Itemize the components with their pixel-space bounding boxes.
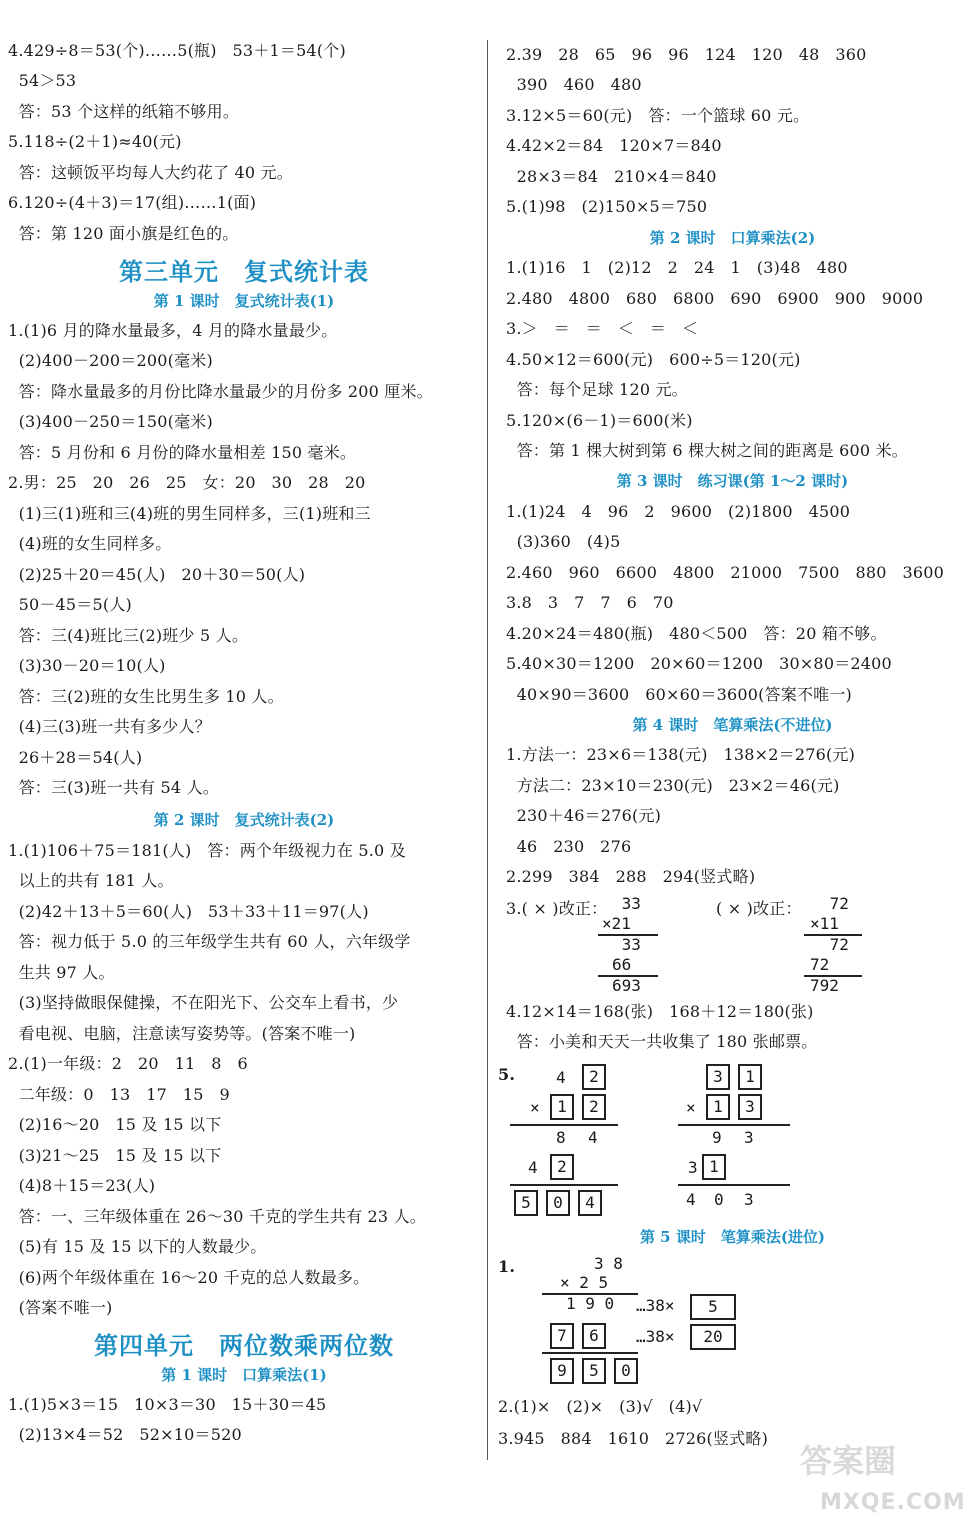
answer-line: 二年级：0 13 17 15 9 <box>8 1085 230 1104</box>
answer-line: 2.(1)一年级：2 20 11 8 6 <box>8 1054 248 1073</box>
answer-line: (4)三(3)班一共有多少人？ <box>8 717 211 736</box>
digit-box: 1 <box>550 1094 574 1120</box>
answer-line: (2)13×4＝52 52×10＝520 <box>8 1425 242 1444</box>
answer-line: 5.(1)98 (2)150×5＝750 <box>506 197 708 216</box>
answer-line: 54＞53 <box>8 71 77 90</box>
calc-rule <box>678 1124 790 1126</box>
answer-line: (2)42＋13＋5＝60(人) 53＋33＋11＝97(人) <box>8 902 369 921</box>
answer-line: (3)400－250＝150(毫米) <box>8 412 213 431</box>
lesson-title: 第 2 课时 复式统计表(2) <box>153 811 335 829</box>
lesson-title: 第 5 课时 笔算乘法(进位) <box>639 1228 826 1246</box>
lesson-title: 第 1 课时 复式统计表(1) <box>153 292 335 310</box>
unit-title: 第四单元 两位数乘两位数 <box>94 1331 394 1360</box>
answer-line: 2.299 384 288 294(竖式略) <box>506 867 756 886</box>
times-sign: × <box>686 1098 696 1117</box>
answer-line: (2)16～20 15 及 15 以下 <box>8 1115 222 1134</box>
answer-line: 5.120×(6－1)＝600(米) <box>506 411 693 430</box>
calc-a-mul: ×21 <box>602 914 631 933</box>
answer-line: (3)坚持做眼保健操，不在阳光下、公交车上看书，少 <box>8 993 399 1012</box>
answer-line: 4.42×2＝84 120×7＝840 <box>506 136 722 155</box>
answer-line: 40×90＝3600 60×60＝3600(答案不唯一) <box>506 685 853 704</box>
digit: 9 <box>712 1128 722 1147</box>
calc-b-p1: 72 <box>820 935 849 954</box>
digit-box: 2 <box>582 1064 606 1090</box>
digit: 8 <box>556 1128 566 1147</box>
digit-box: 2 <box>582 1094 606 1120</box>
q3-label-a: 3.( × )改正： <box>506 899 608 918</box>
calc-mul: × 2 5 <box>560 1273 609 1292</box>
digit-box: 20 <box>690 1324 736 1350</box>
q1-label: 1. <box>498 1257 516 1276</box>
answer-line: 28×3＝84 210×4＝840 <box>506 167 717 186</box>
answer-line: 5.118÷(2＋1)≈40(元) <box>8 132 182 151</box>
calc-b-res: 792 <box>810 976 839 995</box>
answer-line: 2.480 4800 680 6800 690 6900 900 9000 <box>506 289 924 308</box>
answer-line: 230＋46＝276(元) <box>506 806 662 825</box>
digit-box: 9 <box>550 1358 574 1384</box>
answer-line: 2.460 960 6600 4800 21000 7500 880 3600 <box>506 563 945 582</box>
lesson-title: 第 3 课时 练习课(第 1～2 课时) <box>616 472 849 490</box>
digit: 4 <box>588 1128 598 1147</box>
digit-box: 5 <box>690 1294 736 1320</box>
answer-line: 生共 97 人。 <box>8 963 115 982</box>
digit: 4 <box>528 1158 538 1177</box>
answer-line: 答：三(4)班比三(2)班少 5 人。 <box>8 626 249 645</box>
answer-line: 答：每个足球 120 元。 <box>506 380 688 399</box>
answer-line: 4.50×12＝600(元) 600÷5＝120(元) <box>506 350 801 369</box>
calc-p1: 1 9 0 <box>566 1294 615 1313</box>
digit-box: 5 <box>514 1190 538 1216</box>
answer-line: 50－45＝5(人) <box>8 595 132 614</box>
digit-box: 1 <box>738 1064 762 1090</box>
digit-box: 5 <box>582 1358 606 1384</box>
unit-title: 第三单元 复式统计表 <box>119 257 369 286</box>
lesson-title: 第 2 课时 口算乘法(2) <box>649 229 816 247</box>
digit: 4 <box>556 1068 566 1087</box>
answer-line: (2)25＋20＝45(人) 20＋30＝50(人) <box>8 565 306 584</box>
answer-line: 1.(1)106＋75＝181(人) 答：两个年级视力在 5.0 及 <box>8 841 406 860</box>
digit-box: 1 <box>706 1094 730 1120</box>
watermark-url: MXQE.COM <box>820 1490 966 1515</box>
answer-line: 答：小美和天天一共收集了 180 张邮票。 <box>506 1032 818 1051</box>
answer-line: 3.8 3 7 7 6 70 <box>506 593 674 612</box>
calc-note: …38× <box>636 1296 675 1315</box>
answer-line: (3)30－20＝10(人) <box>8 656 166 675</box>
digit-box: 0 <box>546 1190 570 1216</box>
answer-line: 2.(1)× (2)× (3)√ (4)√ <box>498 1397 703 1416</box>
calc-a-res: 693 <box>612 976 641 995</box>
digit-box: 3 <box>738 1094 762 1120</box>
calc-note: …38× <box>636 1327 675 1346</box>
digit: 3 <box>688 1158 698 1177</box>
answer-line: (4)班的女生同样多。 <box>8 534 172 553</box>
answer-line: 答：5 月份和 6 月份的降水量相差 150 毫米。 <box>8 443 357 462</box>
answer-line: 4.429÷8＝53(个)……5(瓶) 53＋1＝54(个) <box>8 41 346 60</box>
answer-line: 答：第 120 面小旗是红色的。 <box>8 224 239 243</box>
times-sign: × <box>530 1098 540 1117</box>
answer-line: 6.120÷(4＋3)＝17(组)……1(面) <box>8 193 257 212</box>
digit: 3 <box>744 1190 754 1209</box>
calc-rule <box>678 1184 790 1186</box>
digit-box: 1 <box>702 1154 726 1180</box>
answer-line: 1.(1)6 月的降水量最多，4 月的降水量最少。 <box>8 321 338 340</box>
calc-a-top: 33 <box>612 894 641 913</box>
answer-line: (答案不唯一) <box>8 1298 113 1317</box>
digit-box: 3 <box>706 1064 730 1090</box>
answer-line: 以上的共有 181 人。 <box>8 871 174 890</box>
lesson-title: 第 1 课时 口算乘法(1) <box>161 1366 327 1384</box>
answer-line: 4.20×24＝480(瓶) 480＜500 答：20 箱不够。 <box>506 624 887 643</box>
digit-box: 0 <box>614 1358 638 1384</box>
answer-line: 390 460 480 <box>506 75 642 94</box>
watermark-logo: 答案圈 <box>800 1442 897 1480</box>
answer-line: (1)三(1)班和三(4)班的男生同样多，三(1)班和三 <box>8 504 371 523</box>
lesson-title: 第 4 课时 笔算乘法(不进位) <box>632 716 833 734</box>
answer-line: 答：第 1 棵大树到第 6 棵大树之间的距离是 600 米。 <box>506 441 908 460</box>
answer-line: 1.方法一：23×6＝138(元) 138×2＝276(元) <box>506 745 856 764</box>
answer-line: 3.＞ ＝ ＝ ＜ ＝ ＜ <box>506 319 699 338</box>
calc-rule <box>542 1352 638 1354</box>
answer-line: 答：这顿饭平均每人大约花了 40 元。 <box>8 163 293 182</box>
answer-line: (3)360 (4)5 <box>506 532 621 551</box>
answer-line: 答：降水量最多的月份比降水量最少的月份多 200 厘米。 <box>8 382 433 401</box>
answer-line: 3.12×5＝60(元) 答：一个篮球 60 元。 <box>506 106 810 125</box>
answer-line: 2.男：25 20 26 25 女：20 30 28 20 <box>8 473 366 492</box>
q3-label-b: ( × )改正： <box>716 899 802 918</box>
digit-box: 4 <box>578 1190 602 1216</box>
answer-line: 1.(1)24 4 96 2 9600 (2)1800 4500 <box>506 502 851 521</box>
q5-label: 5. <box>498 1065 516 1084</box>
calc-b-p2: 72 <box>810 955 830 974</box>
digit-box: 7 <box>550 1323 574 1349</box>
answer-line: 2.39 28 65 96 96 124 120 48 360 <box>506 45 867 64</box>
digit: 4 <box>686 1190 696 1209</box>
answer-line: 26＋28＝54(人) <box>8 748 143 767</box>
answer-line: 3.945 884 1610 2726(竖式略) <box>498 1429 769 1448</box>
calc-a-p2: 66 <box>612 955 632 974</box>
answer-line: (4)8＋15＝23(人) <box>8 1176 156 1195</box>
answer-line: 1.(1)5×3＝15 10×3＝30 15＋30＝45 <box>8 1395 327 1414</box>
calc-a-p1: 33 <box>612 935 641 954</box>
answer-line: 答：53 个这样的纸箱不够用。 <box>8 102 240 121</box>
answer-line: 方法二：23×10＝230(元) 23×2＝46(元) <box>506 776 840 795</box>
digit: 3 <box>744 1128 754 1147</box>
answer-line: 1.(1)16 1 (2)12 2 24 1 (3)48 480 <box>506 258 848 277</box>
calc-rule <box>510 1124 618 1126</box>
answer-line: 答：三(3)班一共有 54 人。 <box>8 778 219 797</box>
digit: 0 <box>714 1190 724 1209</box>
answer-line: (2)400－200＝200(毫米) <box>8 351 213 370</box>
answer-line: 46 230 276 <box>506 837 632 856</box>
calc-top: 3 8 <box>594 1254 623 1273</box>
calc-rule <box>510 1184 618 1186</box>
answer-line: (5)有 15 及 15 以下的人数最少。 <box>8 1237 267 1256</box>
answer-line: 答：三(2)班的女生比男生多 10 人。 <box>8 687 284 706</box>
answer-line: (3)21～25 15 及 15 以下 <box>8 1146 222 1165</box>
digit-box: 6 <box>582 1323 606 1349</box>
answer-line: (6)两个年级体重在 16～20 千克的总人数最多。 <box>8 1268 370 1287</box>
digit-box: 2 <box>550 1154 574 1180</box>
answer-line: 答：视力低于 5.0 的三年级学生共有 60 人，六年级学 <box>8 932 411 951</box>
answer-line: 4.12×14＝168(张) 168＋12＝180(张) <box>506 1002 814 1021</box>
answer-line: 看电视、电脑，注意读写姿势等。(答案不唯一) <box>8 1024 356 1043</box>
calc-b-mul: ×11 <box>810 914 839 933</box>
answer-line: 答：一、三年级体重在 26～30 千克的学生共有 23 人。 <box>8 1207 426 1226</box>
answer-line: 5.40×30＝1200 20×60＝1200 30×80＝2400 <box>506 654 892 673</box>
calc-b-top: 72 <box>820 894 849 913</box>
